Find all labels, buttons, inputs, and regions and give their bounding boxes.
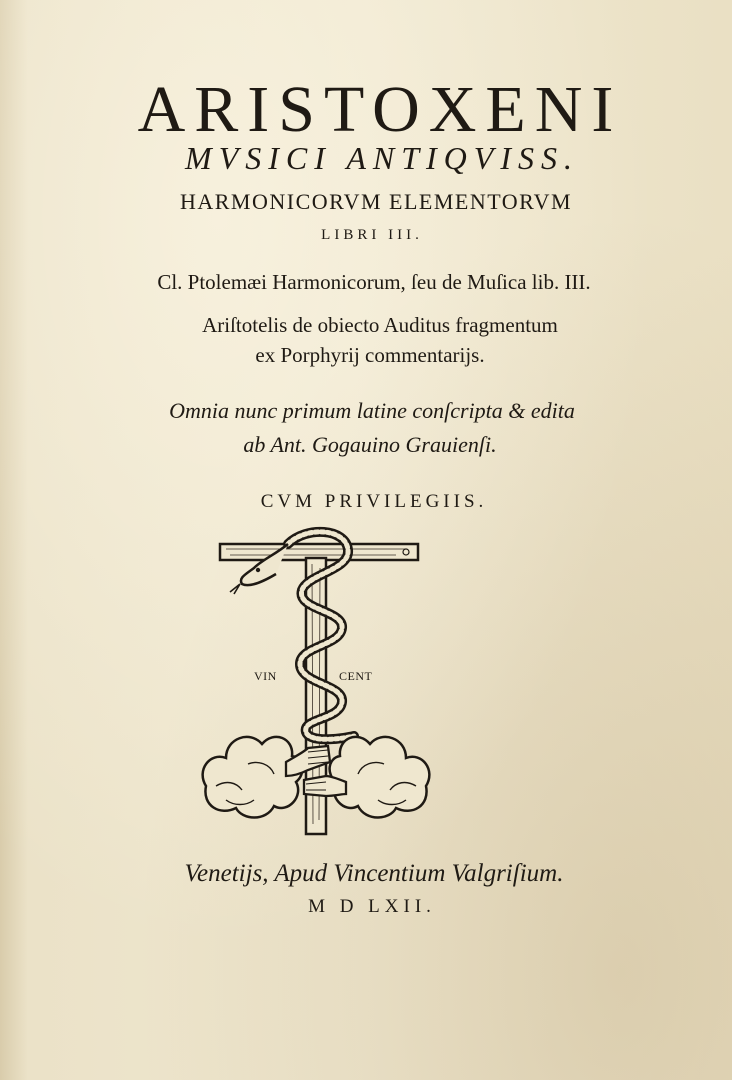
emblem-motto-left: VIN — [254, 669, 277, 683]
subtitle-author-epithet: MVSICI ANTIQVISS. — [185, 140, 579, 176]
translator-line-2: ab Ant. Gogauino Grauienſi. — [243, 432, 497, 457]
publication-year: M D LXII. — [308, 896, 436, 917]
subtitle-work: HARMONICORVM ELEMENTORVM — [179, 189, 573, 214]
tau-cross-serpent-hands-icon — [196, 524, 436, 844]
aristotle-line-1: Ariſtotelis de obiecto Auditus fragmentum — [202, 313, 558, 337]
imprint-line: Venetijs, Apud Vincentium Valgriſium. — [184, 860, 564, 887]
translator-line-1: Omnia nunc primum latine conſcripta & edita — [169, 398, 575, 423]
aristotle-line-2: ex Porphyrij commentarijs. — [255, 343, 485, 367]
ptolemy-line: Cl. Ptolemæi Harmonicorum, ſeu de Muſica lib. III. — [157, 270, 591, 294]
subtitle-books: LIBRI III. — [321, 227, 423, 243]
privilege-line: CVM PRIVILEGIIS. — [260, 491, 488, 512]
emblem-motto-right: CENT — [339, 669, 373, 683]
book-title: ARISTOXENI — [137, 73, 623, 146]
